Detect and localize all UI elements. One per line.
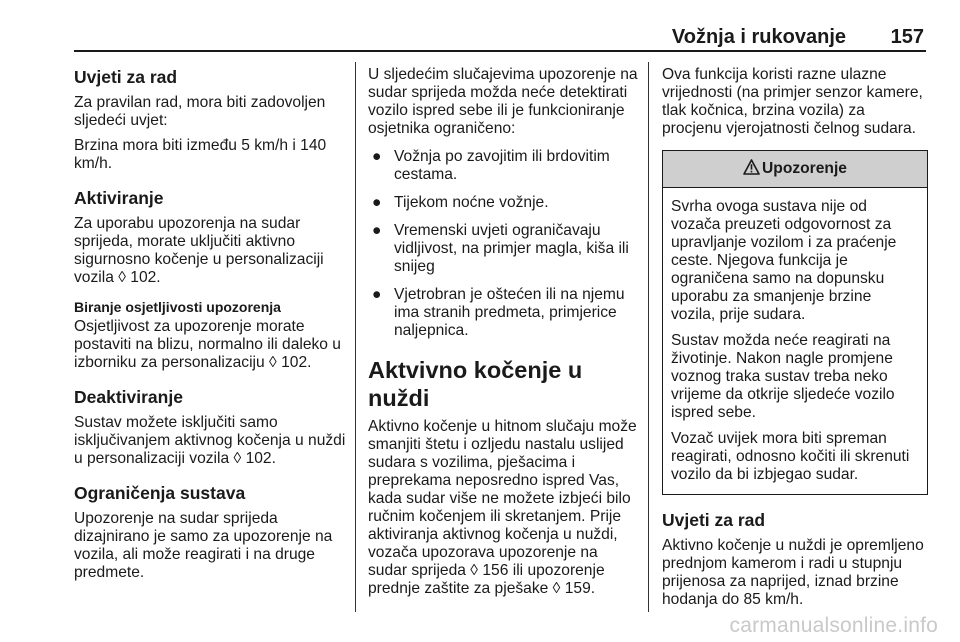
list-item: ● Vremenski uvjeti ograničavaju vidljivost, na primjer magla, kiša ili snijeg [372,222,629,275]
limitation-list [368,148,638,340]
ref-arrow-icon: ◊ [118,269,126,286]
column-1 [74,66,346,589]
paragraph-sensitivity: Osjetljivost za upozorenje morate postaviti na blizu, normalno ili daleko u izborniku za personalizaciju ◊ 102. [74,318,341,371]
bullet-icon: ● [372,222,382,239]
column-divider-1 [355,62,356,612]
ref-arrow-icon: ◊ [470,562,479,579]
heading-conditions-2: Uvjeti za rad [662,510,766,530]
column-divider-2 [648,62,649,612]
list-item: ● Vjetrobran je oštećen ili na njemu ima stranih predmeta, primjerice naljepnica. [372,286,625,339]
warning-box [662,150,928,495]
ref-arrow-icon: ◊ [552,580,561,597]
ref-arrow-icon: ◊ [269,354,277,371]
page-number: 157 [890,26,924,48]
watermark: carmanualsonline.info [729,614,938,637]
page-ref[interactable]: 102. [281,354,312,371]
warning-triangle-icon [743,159,760,175]
warning-body [663,188,927,494]
paragraph-braking: Aktivno kočenje u hitnom slučaju može smanjiti štetu i ozljedu nastalu uslijed sudara s vozilima, pješacima i preprekama neposredno ispred Vas, kada sudar više ne možete izbjeći bilo ručnim kočenjem ili skretanjem. Prije aktiviranja aktivnog kočenja u nuždi, vozača upozorava upozorenje na sudar sprijeda ◊ 156 ili upozorenje prednje zaštite za pješake ◊ 159. [368,418,637,597]
warning-paragraph: Svrha ovoga sustava nije od vozača preuzeti odgovornost za upravljanje vozilom i za praćenje ceste. Njegova funkcija je ograničena samo na dopunsku uporabu za smanjenje brzine vozila, prije sudara. [671,198,897,323]
bullet-icon: ● [372,194,382,211]
page-ref[interactable]: 156 [482,562,509,579]
paragraph-conditions: Za pravilan rad, mora biti zadovoljen sljedeći uvjet: [74,94,326,129]
heading-activation: Aktiviranje [74,188,164,208]
page-ref[interactable]: 159. [564,580,596,597]
header-rule [74,50,926,52]
bullet-icon: ● [372,148,382,165]
page-ref[interactable]: 102. [245,450,276,467]
paragraph-conditions-2: Aktivno kočenje u nuždi je opremljeno prednjom kamerom i radi u stupnju prijenosa za naprijed, iznad brzine hodanja do 85 km/h. [662,537,924,608]
paragraph-activation: Za uporabu upozorenja na sudar sprijeda, morate uključiti aktivno sigurnosno kočenje u personalizaciji vozila ◊ 102. [74,215,324,286]
list-item: ● Vožnja po zavojitim ili brdovitim cestama. [372,148,610,183]
heading-deactivation: Deaktiviranje [74,387,183,407]
warning-title: Upozorenje [762,160,847,177]
paragraph-speed: Brzina mora biti između 5 km/h i 140 km/h. [74,137,327,172]
paragraph-limits: Upozorenje na sudar sprijeda dizajnirano je samo za upozorenje na vozila, ali može reagirati i na druge predmete. [74,510,333,581]
warning-paragraph: Sustav možda neće reagirati na životinje. Nakon nagle promjene voznog traka sustav treba neko vrijeme da otkrije sljedeće vozilo ispred sebe. [671,332,895,421]
chapter-title: Vožnja i rukovanje [671,26,846,48]
page-ref[interactable]: 102. [130,269,161,286]
warning-paragraph: Vozač uvijek mora biti spreman reagirati, odnosno kočiti ili skrenuti vozilo da bi izbjegao sudar. [671,430,910,483]
heading-limits: Ograničenja sustava [74,483,246,503]
paragraph-function: Ova funkcija koristi razne ulazne vrijednosti (na primjer senzor kamere, tlak kočnica, brzina vozila) za procjenu vjerojatnosti čelnog sudara. [662,66,923,137]
column-2 [368,66,638,605]
heading-sensitivity: Biranje osjetljivosti upozorenja [74,299,281,315]
ref-arrow-icon: ◊ [233,450,242,467]
warning-header [663,151,927,188]
column-3 [662,66,928,616]
heading-conditions: Uvjeti za rad [74,67,178,87]
paragraph-intro: U sljedećim slučajevima upozorenje na sudar sprijeda možda neće detektirati vozilo ispred sebe ili je funkcioniranje osjetnika ograničeno: [368,66,638,137]
bullet-icon: ● [372,286,382,303]
section-title-braking: Aktvivno kočenje u nuždi [368,357,583,411]
paragraph-deactivation: Sustav možete isključiti samo isključivanjem aktivnog kočenja u nuždi u personalizaciji vozila ◊ 102. [74,414,346,467]
list-item: ● Tijekom noćne vožnje. [372,194,549,211]
page-header [74,26,926,54]
